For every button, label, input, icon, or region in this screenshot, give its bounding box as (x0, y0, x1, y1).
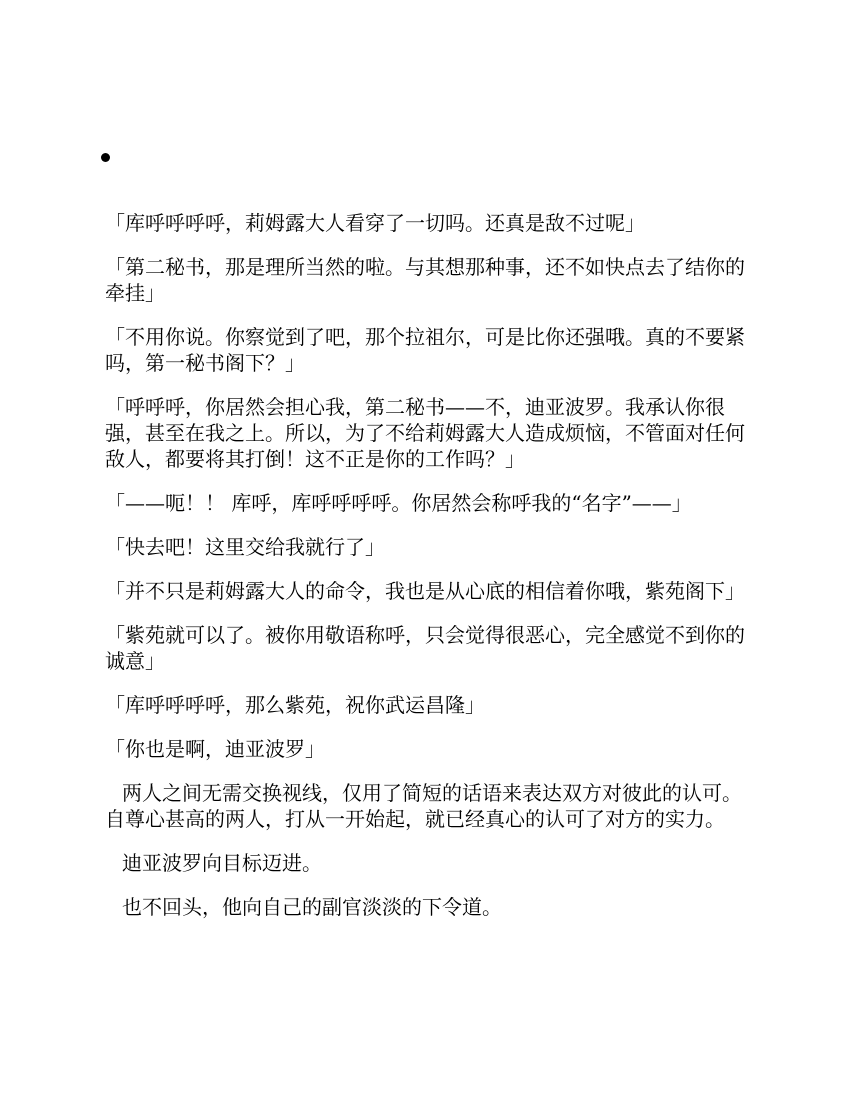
dialogue-paragraph: 「不用你说。你察觉到了吧，那个拉祖尔，可是比你还强哦。真的不要紧吗，第一秘书阁下？」 (105, 325, 745, 375)
dialogue-paragraph: 「并不只是莉姆露大人的命令，我也是从心底的相信着你哦，紫苑阁下」 (105, 579, 745, 603)
text-body (105, 210, 750, 938)
dialogue-paragraph: 「——呃！！ 库呼，库呼呼呼呼。你居然会称呼我的“名字”——」 (105, 491, 692, 515)
dialogue-paragraph: 「库呼呼呼呼，莉姆露大人看穿了一切吗。还真是敌不过呢」 (105, 211, 645, 235)
dialogue-paragraph: 「你也是啊，迪亚波罗」 (105, 737, 325, 761)
narration-paragraph: 也不回头，他向自己的副官淡淡的下令道。 (122, 895, 502, 919)
bullet-icon (101, 153, 110, 162)
dialogue-paragraph: 「第二秘书，那是理所当然的啦。与其想那种事，还不如快点去了结你的牵挂」 (105, 255, 745, 305)
dialogue-paragraph: 「库呼呼呼呼，那么紫苑，祝你武运昌隆」 (105, 693, 485, 717)
dialogue-paragraph: 「快去吧！这里交给我就行了」 (105, 535, 385, 559)
dialogue-paragraph: 「呼呼呼，你居然会担心我，第二秘书——不，迪亚波罗。我承认你很强，甚至在我之上。所以，为了不给莉姆露大人造成烦恼，不管面对任何敌人，都要将其打倒！这不正是你的工作吗？」 (105, 395, 745, 471)
dialogue-paragraph: 「紫苑就可以了。被你用敬语称呼，只会觉得很恶心，完全感觉不到你的诚意」 (105, 623, 745, 673)
narration-paragraph: 两人之间无需交换视线，仅用了简短的话语来表达双方对彼此的认可。自尊心甚高的两人，打从一开始起，就已经真心的认可了对方的实力。 (105, 781, 742, 831)
narration-paragraph: 迪亚波罗向目标迈进。 (122, 851, 322, 875)
